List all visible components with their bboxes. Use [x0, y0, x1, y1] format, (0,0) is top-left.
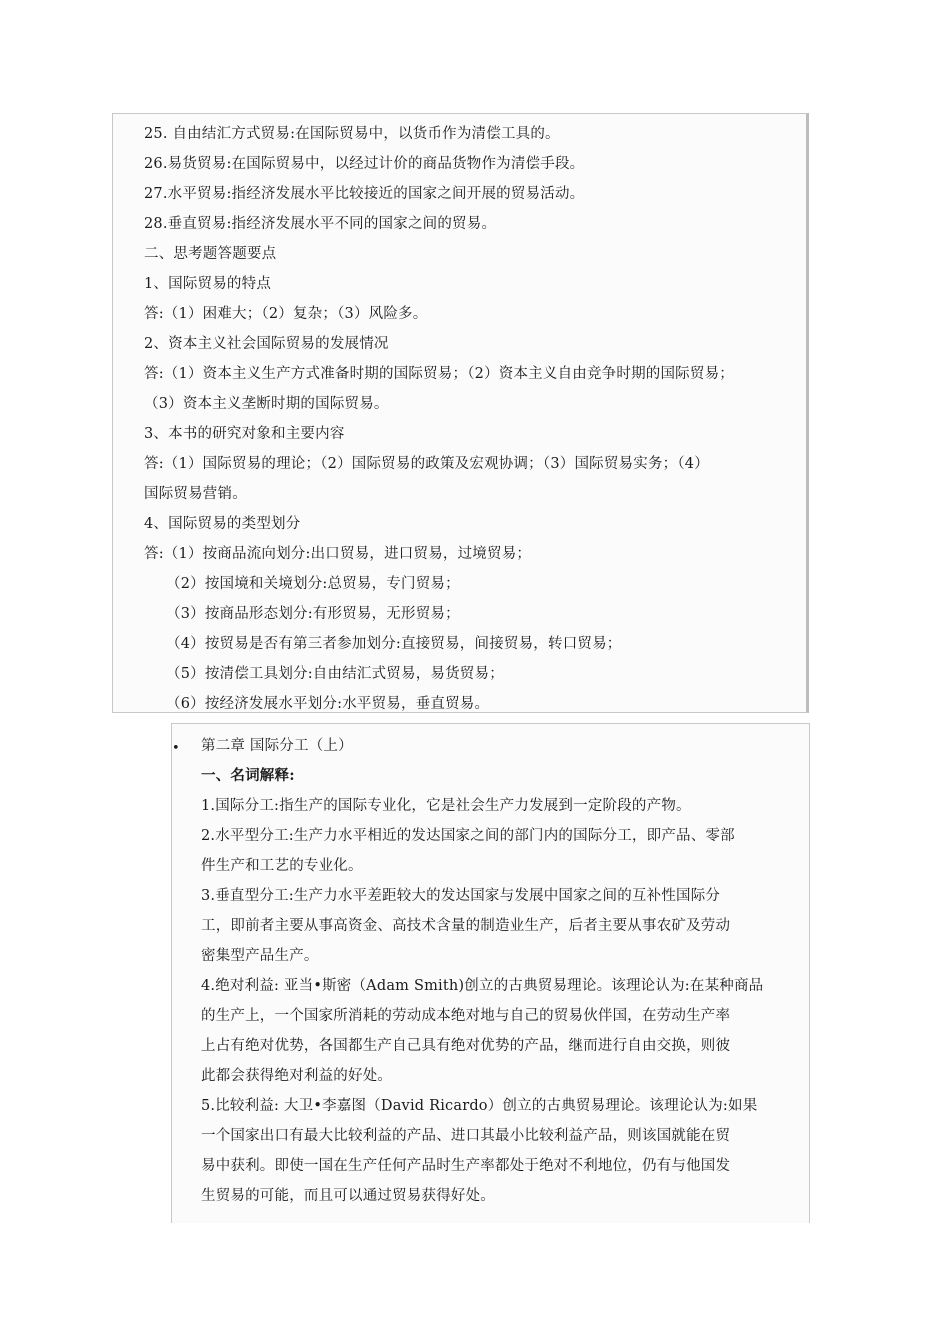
text-line: 密集型产品生产。	[201, 948, 319, 964]
text-line: 件生产和工艺的专业化。	[201, 858, 363, 874]
answer-line: （2）按国境和关境划分:总贸易，专门贸易；	[166, 576, 460, 592]
answer-line: 答:（1）按商品流向划分:出口贸易，进口贸易，过境贸易；	[144, 546, 532, 562]
answer-line: 答:（1）困难大；（2）复杂；（3）风险多。	[144, 306, 428, 322]
text-line: 的生产上，一个国家所消耗的劳动成本绝对地与自己的贸易伙伴国，在劳动生产率	[201, 1008, 731, 1024]
answer-line: 答:（1）资本主义生产方式准备时期的国际贸易；（2）资本主义自由竞争时期的国际贸易；	[144, 366, 734, 382]
section-heading: 一、名词解释:	[201, 767, 295, 784]
section-heading: 二、思考题答题要点	[144, 246, 277, 262]
answer-line: 答:（1）国际贸易的理论；（2）国际贸易的政策及宏观协调；（3）国际贸易实务；（4）	[144, 456, 709, 472]
text-line: 27.水平贸易:指经济发展水平比较接近的国家之间开展的贸易活动。	[144, 186, 585, 202]
answer-line: （3）资本主义垄断时期的国际贸易。	[144, 396, 389, 412]
text-line: 上占有绝对优势，各国都生产自己具有绝对优势的产品，继而进行自由交换，则彼	[201, 1038, 731, 1054]
question-heading: 3、本书的研究对象和主要内容	[144, 426, 345, 442]
text-line: 生贸易的可能，而且可以通过贸易获得好处。	[201, 1188, 495, 1204]
bullet-icon: •	[172, 741, 180, 756]
text-line: 28.垂直贸易:指经济发展水平不同的国家之间的贸易。	[144, 216, 497, 232]
text-line: 26.易货贸易:在国际贸易中，以经过计价的商品货物作为清偿手段。	[144, 156, 585, 172]
answer-line: （3）按商品形态划分:有形贸易，无形贸易；	[166, 606, 460, 622]
text-line: 4.绝对利益: 亚当•斯密（Adam Smith)创立的古典贸易理论。该理论认为:在某种商品	[201, 978, 764, 994]
text-line: 易中获利。即使一国在生产任何产品时生产率都处于绝对不利地位，仍有与他国发	[201, 1158, 731, 1174]
text-line: 一个国家出口有最大比较利益的产品、进口其最小比较利益产品，则该国就能在贸	[201, 1128, 731, 1144]
text-line: 25. 自由结汇方式贸易:在国际贸易中，以货币作为清偿工具的。	[144, 126, 560, 142]
answer-line: （4）按贸易是否有第三者参加划分:直接贸易，间接贸易，转口贸易；	[166, 636, 622, 652]
text-line: 2.水平型分工:生产力水平相近的发达国家之间的部门内的国际分工，即产品、零部	[201, 828, 735, 844]
text-line: 此都会获得绝对利益的好处。	[201, 1068, 393, 1084]
text-line: 5.比较利益: 大卫•李嘉图（David Ricardo）创立的古典贸易理论。该理论认为:如果	[201, 1098, 758, 1114]
answer-line: 国际贸易营销。	[144, 486, 247, 502]
question-heading: 2、资本主义社会国际贸易的发展情况	[144, 336, 389, 352]
chapter-title: 第二章 国际分工（上）	[201, 738, 353, 754]
question-heading: 4、国际贸易的类型划分	[144, 516, 301, 532]
question-heading: 1、国际贸易的特点	[144, 276, 272, 292]
text-line: 1.国际分工:指生产的国际专业化，它是社会生产力发展到一定阶段的产物。	[201, 798, 691, 814]
answer-line: （5）按清偿工具划分:自由结汇式贸易，易货贸易；	[166, 666, 504, 682]
text-line: 3.垂直型分工:生产力水平差距较大的发达国家与发展中国家之间的互补性国际分	[201, 888, 721, 904]
text-line: 工，即前者主要从事高资金、高技术含量的制造业生产，后者主要从事农矿及劳动	[201, 918, 731, 934]
answer-line: （6）按经济发展水平划分:水平贸易，垂直贸易。	[166, 696, 490, 712]
